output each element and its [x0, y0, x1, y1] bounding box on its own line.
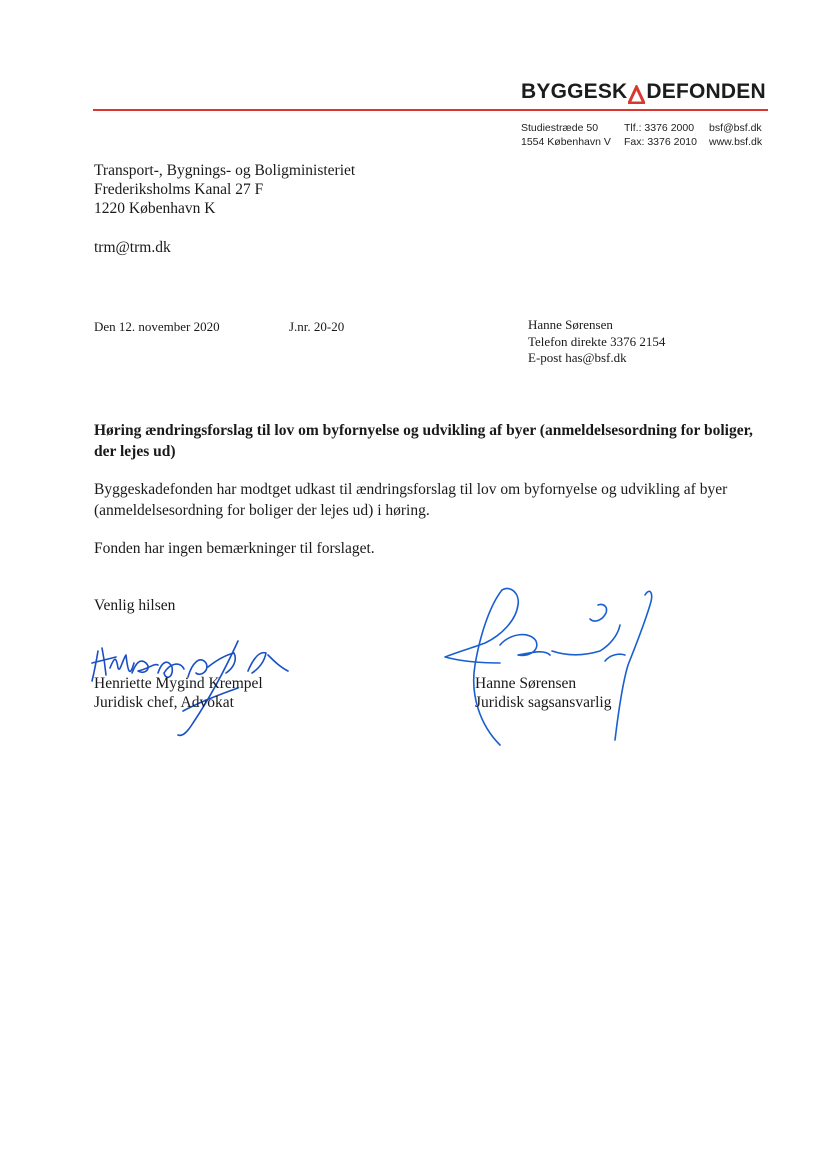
company-logo	[521, 80, 767, 104]
sender-email: E-post has@bsf.dk	[528, 350, 627, 365]
closing-salutation: Venlig hilsen	[94, 597, 176, 614]
recipient-address	[94, 161, 355, 218]
company-street: Studiestræde 50	[521, 122, 599, 134]
signatory-2	[475, 674, 611, 712]
company-contact-info	[521, 121, 771, 149]
sender-info	[528, 317, 665, 367]
journal-number: J.nr. 20-20	[289, 319, 345, 334]
logo-text-part2: DEFONDEN	[646, 80, 766, 103]
recipient-email[interactable]: trm@trm.dk	[94, 239, 171, 256]
company-web[interactable]: www.bsf.dk	[709, 136, 763, 148]
recipient-line: Transport-, Bygnings- og Boligministeriet	[94, 162, 356, 179]
recipient-line: Frederiksholms Kanal 27 F	[94, 181, 264, 198]
recipient-line: 1220 København K	[94, 200, 216, 217]
red-triangle-icon	[628, 85, 645, 104]
company-email[interactable]: bsf@bsf.dk	[709, 122, 762, 134]
letter-subject: Høring ændringsforslag til lov om byfornyelse og udvikling af byer (anmeldelsesordning for boliger, der lejes ud)	[94, 422, 753, 460]
letter-date: Den 12. november 2020	[94, 319, 220, 334]
company-city: 1554 København V	[521, 136, 611, 148]
signatory-name: Hanne Sørensen	[475, 675, 577, 692]
header-divider	[93, 109, 768, 111]
signature-hanne	[440, 585, 660, 755]
logo-text-part1: BYGGESK	[521, 80, 628, 103]
company-fax: Fax: 3376 2010	[624, 136, 697, 148]
body-paragraph-1: Byggeskadefonden har modtget udkast til ændringsforslag til lov om byfornyelse og udvikling af byer (anmeldelsesordning for boliger der lejes ud) i høring.	[94, 481, 728, 519]
body-paragraph-2: Fonden har ingen bemærkninger til forslaget.	[94, 540, 375, 557]
company-phone: Tlf.: 3376 2000	[624, 122, 695, 134]
signatory-1	[94, 674, 263, 712]
signatory-title: Juridisk chef, Advokat	[94, 694, 234, 711]
signatory-name: Henriette Mygind Krempel	[94, 675, 263, 692]
sender-phone: Telefon direkte 3376 2154	[528, 333, 666, 349]
signatory-title: Juridisk sagsansvarlig	[475, 694, 612, 711]
sender-name: Hanne Sørensen	[528, 317, 613, 332]
